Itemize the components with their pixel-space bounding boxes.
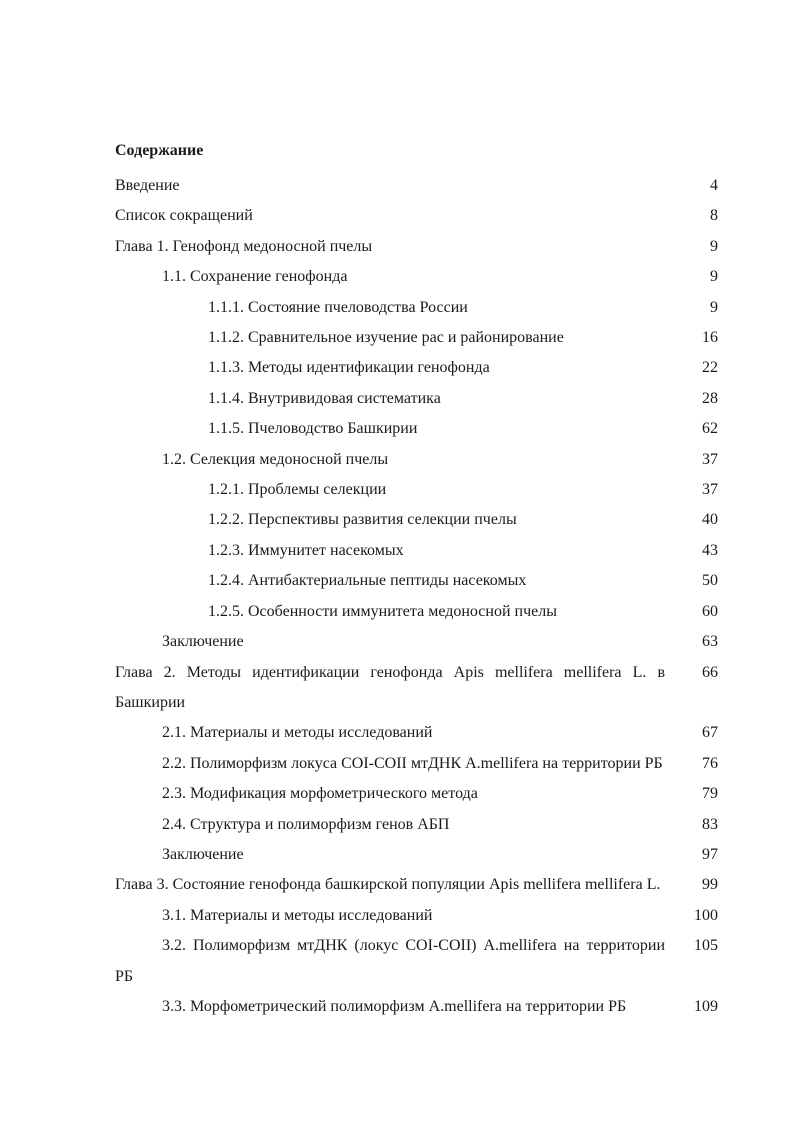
toc-entry-title: Список сокращений — [115, 207, 253, 225]
toc-entry[interactable] — [115, 475, 718, 505]
toc-entry-title: 1.2.2. Перспективы развития селекции пчелы — [208, 511, 517, 529]
toc-entry-title: 3.1. Материалы и методы исследований — [162, 906, 433, 924]
toc-entry-title: 3.2. Полиморфизм мтДНК (локус COI-COII) A.mellifera на территории РБ — [115, 937, 665, 985]
toc-entry-title: 1.2.3. Иммунитет насекомых — [208, 541, 404, 559]
toc-entry-page: 83 — [702, 815, 718, 833]
toc-title: Содержание — [115, 142, 204, 159]
toc-entry-title: 1.2.4. Антибактериальные пептиды насекомых — [208, 572, 527, 590]
toc-entry[interactable] — [115, 658, 718, 719]
toc-entry-title: 1.2. Селекция медоносной пчелы — [162, 450, 389, 468]
toc-entry-title: 1.1.1. Состояние пчеловодства России — [208, 298, 468, 316]
toc-entry-title: 1.1.4. Внутривидовая систематика — [208, 389, 441, 407]
toc-entry-page: 4 — [710, 177, 718, 194]
toc-entry[interactable] — [115, 810, 718, 840]
toc-entry-page: 40 — [702, 511, 718, 529]
toc-entry-page: 62 — [702, 420, 718, 438]
toc-entry-page: 97 — [702, 845, 718, 863]
toc-entry[interactable] — [115, 353, 718, 383]
toc-entry-page: 63 — [702, 633, 718, 651]
toc-entry-title: 1.1.5. Пчеловодство Башкирии — [208, 420, 418, 438]
toc-entry[interactable] — [115, 323, 718, 353]
toc-entry-page: 50 — [702, 572, 718, 590]
toc-entry[interactable] — [115, 384, 718, 414]
toc-entry-page: 67 — [702, 724, 718, 742]
toc-entry[interactable] — [115, 718, 718, 748]
toc-entry-page: 9 — [710, 237, 718, 255]
toc-entry[interactable] — [115, 779, 718, 809]
toc-entry-title: 2.1. Материалы и методы исследований — [162, 724, 433, 742]
toc-entry-title: 2.3. Модификация морфометрического метода — [162, 785, 478, 803]
toc-entry-page: 37 — [702, 481, 718, 499]
toc-entry-title: 2.2. Полиморфизм локуса COI-COII мтДНК A.mellifera на территории РБ — [162, 754, 663, 772]
toc-entry-page: 99 — [702, 876, 718, 894]
table-of-contents — [115, 171, 718, 1022]
toc-entry[interactable] — [115, 749, 718, 779]
toc-entry-title: Введение — [115, 177, 180, 194]
toc-entry[interactable] — [115, 597, 718, 627]
toc-entry-page: 37 — [702, 450, 718, 468]
toc-entry[interactable] — [115, 627, 718, 657]
toc-entry[interactable] — [115, 992, 718, 1022]
toc-entry-page: 105 — [694, 937, 718, 955]
toc-entry-page: 8 — [710, 207, 718, 225]
toc-entry-page: 22 — [702, 359, 718, 377]
toc-entry-title: 1.1.2. Сравнительное изучение рас и районирование — [208, 329, 564, 347]
toc-entry[interactable] — [115, 171, 718, 201]
toc-entry-title: 1.2.1. Проблемы селекции — [208, 481, 387, 499]
toc-entry[interactable] — [115, 840, 718, 870]
toc-entry-title: 3.3. Морфометрический полиморфизм A.mellifera на территории РБ — [162, 997, 627, 1015]
toc-entry[interactable] — [115, 293, 718, 323]
toc-entry[interactable] — [115, 201, 718, 231]
toc-entry-page: 100 — [694, 906, 718, 924]
toc-entry-page: 9 — [710, 298, 718, 316]
toc-entry-page: 16 — [702, 329, 718, 347]
toc-entry-page: 76 — [702, 754, 718, 772]
toc-entry[interactable] — [115, 566, 718, 596]
toc-entry-page: 28 — [702, 389, 718, 407]
toc-entry-title: Глава 1. Генофонд медоносной пчелы — [115, 237, 373, 255]
toc-entry-title: Глава 2. Методы идентификации генофонда Apis mellifera mellifera L. в Башкирии — [115, 663, 665, 711]
toc-entry[interactable] — [115, 262, 718, 292]
toc-entry-title: 1.1.3. Методы идентификации генофонда — [208, 359, 490, 377]
toc-entry[interactable] — [115, 901, 718, 931]
toc-entry-page: 9 — [710, 268, 718, 286]
toc-entry-page: 60 — [702, 602, 718, 620]
toc-entry-title: 2.4. Структура и полиморфизм генов АБП — [162, 815, 450, 833]
toc-entry-page: 79 — [702, 785, 718, 803]
toc-entry-title: 1.1. Сохранение генофонда — [162, 268, 348, 286]
toc-entry[interactable] — [115, 414, 718, 444]
toc-entry[interactable] — [115, 536, 718, 566]
toc-entry-page: 43 — [702, 541, 718, 559]
toc-entry[interactable] — [115, 445, 718, 475]
toc-entry[interactable] — [115, 505, 718, 535]
toc-entry-title: Глава 3. Состояние генофонда башкирской популяции Apis mellifera mellifera L. — [115, 876, 661, 894]
toc-entry[interactable] — [115, 870, 718, 900]
toc-entry-title: Заключение — [162, 633, 244, 651]
toc-entry-title: Заключение — [162, 845, 244, 863]
toc-entry[interactable] — [115, 232, 718, 262]
toc-entry-page: 66 — [702, 663, 718, 681]
toc-entry-title: 1.2.5. Особенности иммунитета медоносной пчелы — [208, 602, 557, 620]
toc-entry-page: 109 — [694, 997, 718, 1015]
toc-entry[interactable] — [115, 931, 718, 992]
